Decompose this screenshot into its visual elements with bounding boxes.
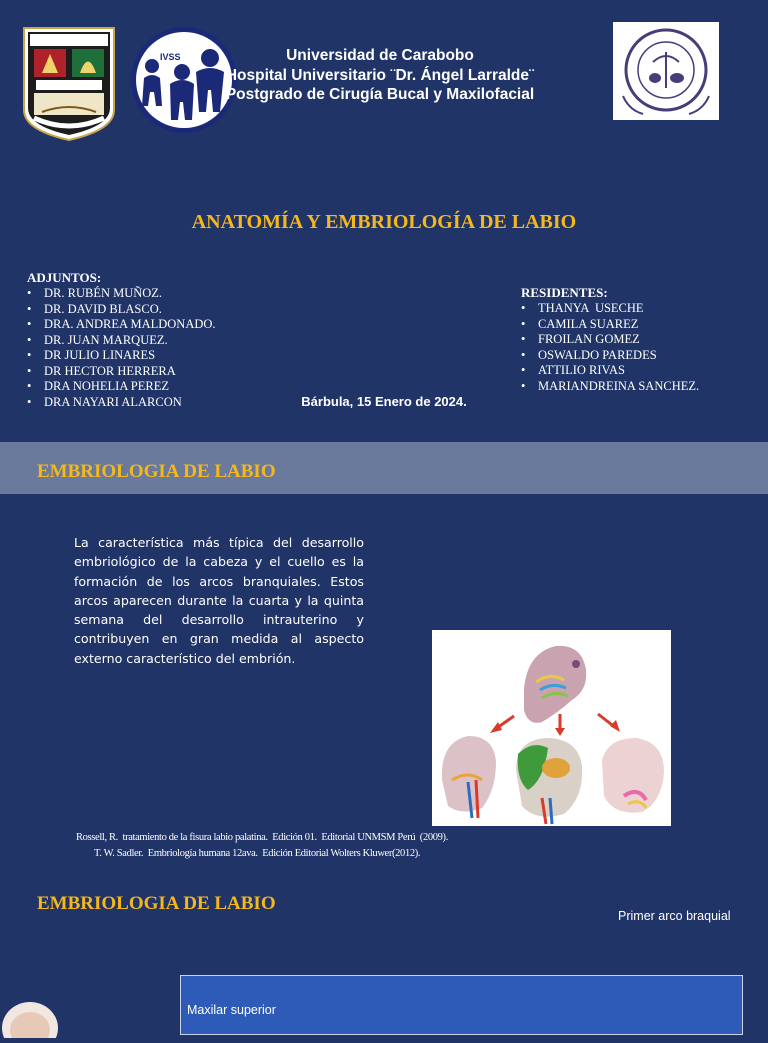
- adjunto-item: • DR. RUBÉN MUÑOZ.: [27, 286, 163, 300]
- adjunto-item: • DR HECTOR HERRERA: [27, 363, 176, 378]
- presentation-date: Bárbula, 15 Enero de 2024.: [301, 394, 467, 409]
- ivss-logo-text: IVSS: [160, 52, 181, 62]
- adjunto-item: • DRA NAYARI ALARCON: [27, 394, 182, 409]
- residente-item: • FROILAN GOMEZ: [521, 332, 640, 346]
- partial-embryo-image: [0, 998, 58, 1038]
- postgrado-name: Postgrado de Cirugía Bucal y Maxilofacial: [225, 86, 535, 103]
- university-crest-logo: [22, 26, 116, 142]
- residente-item: • ATTILIO RIVAS: [521, 363, 625, 377]
- residente-item: • MARIANDREINA SANCHEZ.: [521, 378, 700, 393]
- first-arch-label: Primer arco braquial: [618, 909, 731, 923]
- adjunto-item: • DRA. ANDREA MALDONADO.: [27, 317, 216, 331]
- references: [76, 830, 448, 862]
- maxilar-superior-label: Maxilar superior: [187, 1003, 276, 1017]
- reference-item: T. W. Sadler. Embriología humana 12ava. Edición Editorial Wolters Kluwer(2012).: [94, 848, 421, 859]
- adjuntos-label: ADJUNTOS:: [27, 270, 102, 285]
- residentes-label: RESIDENTES:: [521, 285, 608, 300]
- adjunto-item: • DR. DAVID BLASCO.: [27, 301, 162, 316]
- presentation-title: ANATOMÍA Y EMBRIOLOGÍA DE LABIO: [191, 211, 577, 233]
- institution-header: [225, 46, 535, 105]
- body-paragraph: La característica más típica del desarrollo embriológico de la cabeza y el cuello es la formación de los arcos branquiales. Estos arcos aparecen durante la cuarta y la quinta semana del desarrollo intrauterino y contribuyen en gran medida al aspecto externo característico del embrión.: [74, 535, 364, 666]
- university-name: Universidad de Carabobo: [286, 47, 474, 64]
- hospital-name: Hospital Universitario ¨Dr. Ángel Larralde¨: [225, 66, 535, 84]
- residente-item: • THANYA USECHE: [521, 301, 644, 315]
- postgrado-seal-logo: [613, 22, 719, 120]
- embryo-illustration: [432, 630, 671, 826]
- adjunto-item: • DRA NOHELIA PEREZ: [27, 379, 169, 393]
- adjuntos-list: [27, 286, 216, 410]
- adjuntos-block: [27, 270, 216, 410]
- residentes-list: [521, 301, 699, 394]
- adjunto-item: • DR. JUAN MARQUEZ.: [27, 332, 168, 347]
- section-title-2: EMBRIOLOGIA DE LABIO: [37, 893, 276, 914]
- adjunto-item: • DR JULIO LINARES: [27, 348, 156, 362]
- residente-item: • OSWALDO PAREDES: [521, 347, 657, 362]
- residente-item: • CAMILA SUAREZ: [521, 316, 639, 331]
- section-title: EMBRIOLOGIA DE LABIO: [37, 461, 276, 482]
- residentes-block: [521, 285, 699, 394]
- reference-item: Rossell, R. tratamiento de la fisura labio palatina. Edición 01. Editorial UNMSM Perú (2009).: [76, 832, 448, 843]
